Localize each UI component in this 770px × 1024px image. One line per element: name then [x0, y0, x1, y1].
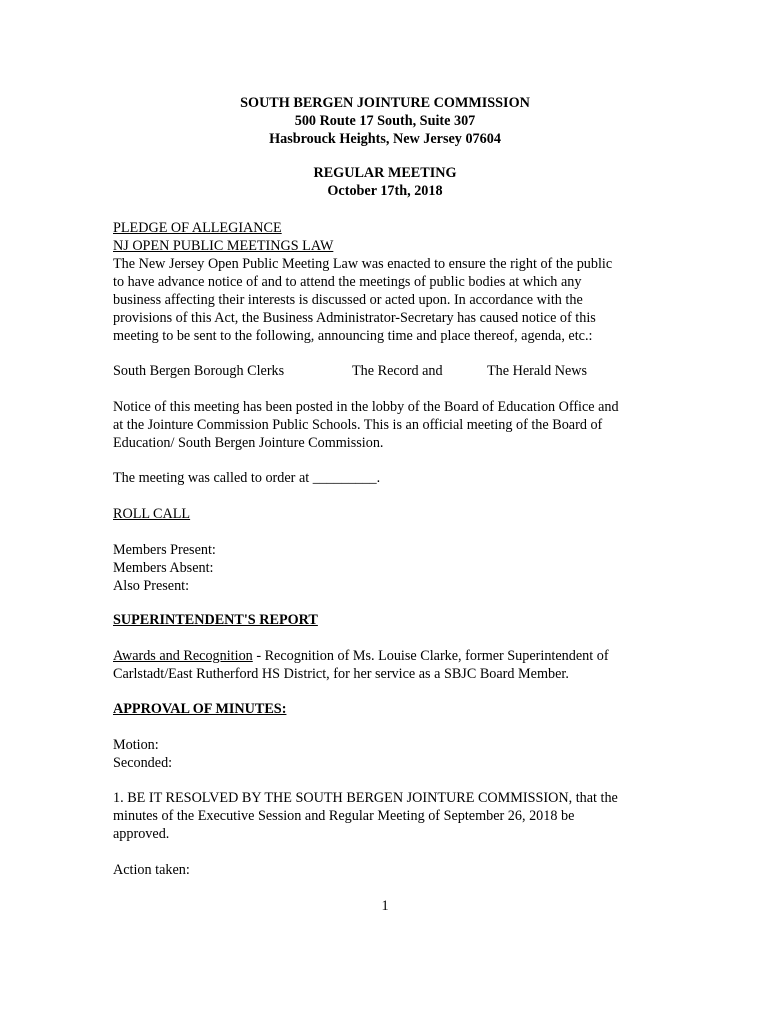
superintendent-heading: SUPERINTENDENT'S REPORT — [113, 612, 318, 628]
awards-label: Awards and Recognition — [113, 648, 253, 664]
distribution-item: The Herald News — [487, 363, 588, 379]
resolution-line: minutes of the Executive Session and Regular Meeting of September 26, 2018 be — [113, 808, 575, 824]
resolution-paragraph — [113, 789, 658, 843]
org-name: SOUTH BERGEN JOINTURE COMMISSION — [240, 95, 530, 111]
also-present: Also Present: — [113, 578, 190, 594]
opma-line: meeting to be sent to the following, announcing time and place thereof, agenda, etc.: — [113, 328, 593, 344]
notice-line: at the Jointure Commission Public Schools. This is an official meeting of the Board of — [113, 417, 603, 433]
seconded-label: Seconded: — [113, 755, 173, 771]
page-number: 1 — [381, 898, 389, 914]
distribution-item: The Record and — [352, 363, 443, 379]
awards-paragraph — [113, 647, 658, 683]
opma-line: The New Jersey Open Public Meeting Law was enacted to ensure the right of the public — [113, 256, 613, 272]
opma-heading: NJ OPEN PUBLIC MEETINGS LAW — [113, 238, 334, 254]
opma-line: to have advance notice of and to attend the meetings of public bodies at which any — [113, 274, 582, 290]
meeting-heading — [0, 164, 770, 200]
notice-line: Education/ South Bergen Jointure Commission. — [113, 435, 384, 451]
opma-section — [113, 219, 658, 345]
opma-line: provisions of this Act, the Business Administrator-Secretary has caused notice of this — [113, 310, 596, 326]
awards-text-line-2: Carlstadt/East Rutherford HS District, for her service as a SBJC Board Member. — [113, 666, 569, 682]
header-block — [0, 94, 770, 148]
pledge-heading: PLEDGE OF ALLEGIANCE — [113, 220, 282, 236]
resolution-line: approved. — [113, 826, 170, 842]
notice-paragraph — [113, 398, 658, 452]
roll-call-list — [113, 541, 658, 595]
action-taken: Action taken: — [113, 862, 190, 878]
members-present: Members Present: — [113, 542, 216, 558]
opma-line: business affecting their interests is discussed or acted upon. In accordance with the — [113, 292, 583, 308]
address-line-2: Hasbrouck Heights, New Jersey 07604 — [269, 131, 501, 147]
minutes-heading: APPROVAL OF MINUTES: — [113, 701, 287, 717]
meeting-date: October 17th, 2018 — [327, 183, 443, 199]
distribution-list — [113, 362, 658, 380]
members-absent: Members Absent: — [113, 560, 214, 576]
call-to-order: The meeting was called to order at _________. — [113, 470, 381, 486]
address-line-1: 500 Route 17 South, Suite 307 — [294, 113, 476, 129]
notice-line: Notice of this meeting has been posted in the lobby of the Board of Education Office and — [113, 399, 619, 415]
roll-call-heading: ROLL CALL — [113, 506, 191, 522]
awards-text: - Recognition of Ms. Louise Clarke, former Superintendent of — [252, 648, 609, 664]
distribution-item: South Bergen Borough Clerks — [113, 363, 285, 379]
motion-label: Motion: — [113, 737, 159, 753]
meeting-type: REGULAR MEETING — [313, 165, 457, 181]
motion-block — [113, 736, 658, 772]
resolution-line: 1. BE IT RESOLVED BY THE SOUTH BERGEN JOINTURE COMMISSION, that the — [113, 790, 618, 806]
